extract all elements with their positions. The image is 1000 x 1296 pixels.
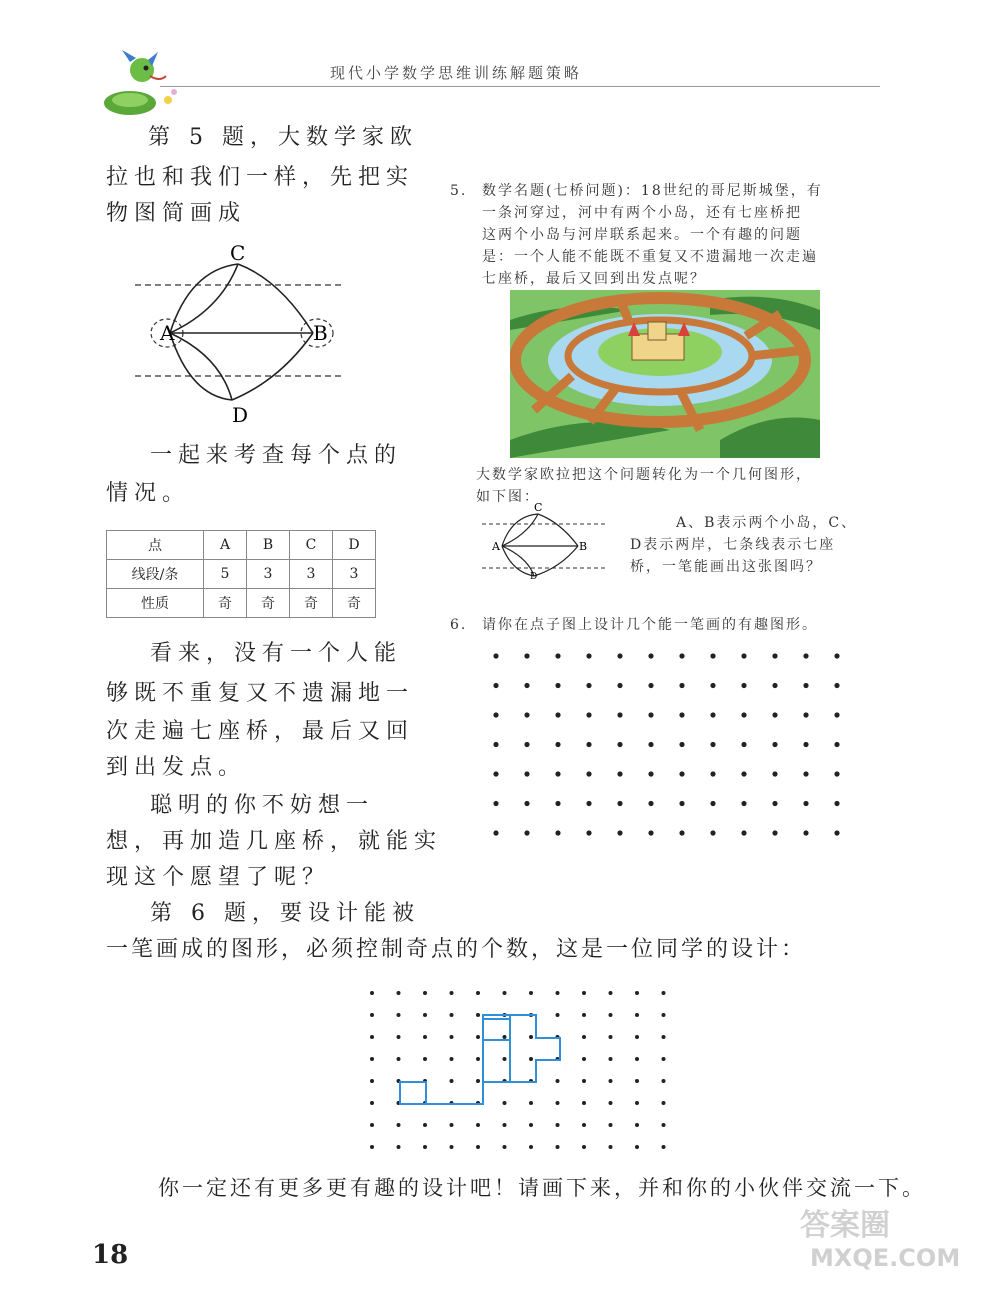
para-q5-line3: 物图简画成 [106,201,247,226]
grid-dot [397,1123,401,1127]
grid-dot [662,1057,666,1061]
grid-dot [493,653,498,658]
grid-dot [524,830,529,835]
q5-line: 数学名题(七桥问题)：18世纪的哥尼斯城堡，有 [482,183,823,199]
grid-dot [635,1013,639,1017]
grid-dot [423,1035,427,1039]
grid-dot [617,830,622,835]
grid-dot [582,1145,586,1149]
grid-dot [450,1145,454,1149]
grid-dot [662,1123,666,1127]
design-shape-path [400,1082,426,1104]
closing-line: 你一定还有更多更有趣的设计吧！请画下来，并和你的小伙伴交流一下。 [158,1176,926,1200]
grid-dot [648,771,653,776]
grid-dot [476,1013,480,1017]
grid-dot [555,801,560,806]
q6-text: 请你在点子图上设计几个能一笔画的有趣图形。 [482,617,818,633]
grid-dot [370,1145,374,1149]
grid-dot [741,801,746,806]
q5-line: 这两个小岛与河岸联系起来。一个有趣的问题 [482,227,802,243]
grid-dot [741,830,746,835]
grid-dot [662,991,666,995]
grid-dot [370,1057,374,1061]
grid-dot [370,1013,374,1017]
grid-dot [493,801,498,806]
design-shape-path [426,1082,483,1104]
convert-line: 如下图： [476,489,540,505]
grid-dot [493,830,498,835]
grid-dot [529,991,533,995]
grid-dot [503,1101,507,1105]
grid-dot [803,683,808,688]
grid-dot [772,712,777,717]
grid-dot [582,1035,586,1039]
grid-dot [586,742,591,747]
grid-dot [648,683,653,688]
para-conclusion-line1: 看来，没有一个人能 [150,641,403,666]
table-cell: 点 [107,531,204,560]
grid-dot [741,712,746,717]
grid-dot [582,1057,586,1061]
grid-dot [834,683,839,688]
grid-dot [803,653,808,658]
grid-dot [679,742,684,747]
grid-dot [772,830,777,835]
para-idea-line3: 现这个愿望了呢？ [106,865,331,890]
grid-dot [524,771,529,776]
grid-dot [772,683,777,688]
para-conclusion-line4: 到出发点。 [106,755,247,780]
grid-dot [617,683,622,688]
grid-dot [803,830,808,835]
q5-number: 5. [450,183,468,199]
vertex-degree-table [106,530,376,618]
grid-dot [586,830,591,835]
table-cell: 线段/条 [107,560,204,589]
grid-dot [397,1013,401,1017]
grid-dot [586,801,591,806]
grid-dot [609,1079,613,1083]
para-idea-line1: 聪明的你不妨想一 [150,793,375,818]
grid-dot [648,801,653,806]
grid-dot [679,771,684,776]
node-label-d: D [530,572,538,580]
small-euler-graph-diagram [480,500,610,580]
table-cell: 3 [333,560,376,589]
site-watermark-logo [780,1200,970,1296]
grid-dot [493,683,498,688]
grid-dot [503,991,507,995]
grid-dot [617,653,622,658]
grid-dot [609,991,613,995]
note-line: 桥，一笔能画出这张图吗？ [630,559,822,575]
table-row [107,560,376,589]
grid-dot [397,1035,401,1039]
grid-dot [493,742,498,747]
note-line: A、B表示两个小岛，C、 [676,515,858,531]
grid-dot [834,830,839,835]
grid-dot [582,1013,586,1017]
grid-dot [493,712,498,717]
grid-dot [772,742,777,747]
grid-dot [529,1035,533,1039]
grid-dot [679,801,684,806]
grid-dot [662,1079,666,1083]
grid-dot [635,1123,639,1127]
grid-dot [741,742,746,747]
grid-dot [503,1123,507,1127]
table-cell: 奇 [204,589,247,618]
grid-dot [423,1123,427,1127]
grid-dot [370,1101,374,1105]
grid-dot [617,742,622,747]
grid-dot [662,1035,666,1039]
table-cell: 奇 [290,589,333,618]
grid-dot [503,1145,507,1149]
grid-dot [803,801,808,806]
grid-dot [555,712,560,717]
node-label-c: C [230,241,246,265]
grid-dot [555,830,560,835]
grid-dot [662,1013,666,1017]
para-conclusion-line2: 够既不重复又不遗漏地一 [106,681,415,706]
grid-dot [503,1035,507,1039]
q5-line: 七座桥，最后又回到出发点呢？ [482,271,706,287]
grid-dot [582,1079,586,1083]
watermark-line1: 答案圈 [800,1208,890,1243]
table-cell: 奇 [247,589,290,618]
grid-dot [741,653,746,658]
grid-dot [609,1013,613,1017]
grid-dot [586,712,591,717]
grid-dot [710,712,715,717]
grid-dot [648,830,653,835]
grid-dot [529,1057,533,1061]
grid-dot [710,653,715,658]
para-idea-line2: 想，再加造几座桥，就能实 [106,829,443,854]
grid-dot [450,991,454,995]
grid-dot [648,712,653,717]
convert-line: 大数学家欧拉把这个问题转化为一个几何图形， [476,467,812,483]
grid-dot [662,1145,666,1149]
grid-dot [556,1101,560,1105]
grid-dot [450,1079,454,1083]
grid-dot [679,653,684,658]
grid-dot [710,830,715,835]
grid-dot [476,1145,480,1149]
para-conclusion-line3: 次走遍七座桥，最后又回 [106,719,415,744]
grid-dot [834,801,839,806]
para-q6-line2: 一笔画成的图形，必须控制奇点的个数，这是一位同学的设计： [106,937,807,962]
grid-dot [555,683,560,688]
grid-dot [617,771,622,776]
note-line: D表示两岸，七条线表示七座 [630,537,836,553]
blank-dot-grid [490,650,840,836]
para-q5-line2: 拉也和我们一样，先把实 [106,165,415,190]
student-design-dot-grid [364,986,674,1156]
grid-dot [476,991,480,995]
table-cell: 3 [247,560,290,589]
table-row [107,589,376,618]
grid-dot [635,1057,639,1061]
grid-dot [397,991,401,995]
grid-dot [555,771,560,776]
grid-dot [524,653,529,658]
grid-dot [529,1145,533,1149]
grid-dot [679,830,684,835]
grid-dot [555,653,560,658]
page-number: 18 [92,1240,129,1270]
grid-dot [710,771,715,776]
dragon-mascot-icon [100,48,180,120]
grid-dot [529,1123,533,1127]
table-cell: 奇 [333,589,376,618]
konigsberg-castle-illustration [510,290,820,458]
grid-dot [609,1123,613,1127]
q5-line: 一条河穿过，河中有两个小岛，还有七座桥把 [482,205,802,221]
grid-dot [476,1057,480,1061]
euler-graph-diagram [120,240,360,430]
grid-dot [423,1145,427,1149]
watermark-line2: MXQE.COM [810,1244,961,1272]
node-label-b: B [579,540,588,553]
grid-dot [635,1145,639,1149]
grid-dot [635,1101,639,1105]
node-label-d: D [232,403,249,427]
grid-dot [772,801,777,806]
table-cell: 5 [204,560,247,589]
header-title: 现代小学数学思维训练解题策略 [330,64,583,82]
table-header-row [107,531,376,560]
para-q5-line1: 第 5 题，大数学家欧 [148,125,418,150]
grid-dot [476,1035,480,1039]
table-cell: D [333,531,376,560]
grid-dot [476,1123,480,1127]
grid-dot [648,653,653,658]
grid-dot [609,1101,613,1105]
para-check-line2: 情况。 [106,481,191,506]
grid-dot [648,742,653,747]
node-label-a: A [492,540,500,553]
grid-dot [582,1123,586,1127]
grid-dot [450,1035,454,1039]
table-cell: A [204,531,247,560]
grid-dot [524,712,529,717]
grid-dot [586,653,591,658]
grid-dot [803,742,808,747]
grid-dot [679,712,684,717]
grid-dot [423,1057,427,1061]
grid-dot [370,1035,374,1039]
q6-number: 6. [450,617,468,633]
grid-dot [609,1057,613,1061]
grid-dot [556,991,560,995]
grid-dot [503,1057,507,1061]
grid-dot [556,1013,560,1017]
grid-dot [803,712,808,717]
grid-dot [609,1035,613,1039]
table-cell: 性质 [107,589,204,618]
grid-dot [710,801,715,806]
grid-dot [772,771,777,776]
grid-dot [476,1079,480,1083]
grid-dot [635,991,639,995]
design-shape-path [483,1015,510,1082]
grid-dot [834,742,839,747]
q5-line: 是：一个人能不能既不重复又不遗漏地一次走遍 [482,249,818,265]
grid-dot [617,801,622,806]
grid-dot [741,771,746,776]
grid-dot [710,683,715,688]
node-label-a: A [160,321,175,345]
table-cell: B [247,531,290,560]
para-check-line1: 一起来考查每个点的 [150,443,403,468]
grid-dot [662,1101,666,1105]
para-q6-line1: 第 6 题，要设计能被 [150,901,420,926]
grid-dot [582,991,586,995]
grid-dot [423,1013,427,1017]
grid-dot [524,742,529,747]
grid-dot [635,1035,639,1039]
grid-dot [679,683,684,688]
design-shape-path [483,1015,560,1082]
grid-dot [635,1079,639,1083]
grid-dot [370,991,374,995]
grid-dot [370,1079,374,1083]
grid-dot [586,683,591,688]
node-label-b: B [313,321,328,345]
grid-dot [586,771,591,776]
grid-dot [370,1123,374,1127]
grid-dot [834,712,839,717]
grid-dot [609,1145,613,1149]
grid-dot [524,683,529,688]
grid-dot [450,1123,454,1127]
header-rule [160,86,880,87]
grid-dot [617,712,622,717]
grid-dot [710,742,715,747]
grid-dot [397,1057,401,1061]
grid-dot [556,1145,560,1149]
node-label-c: C [534,501,543,514]
grid-dot [834,653,839,658]
grid-dot [529,1101,533,1105]
grid-dot [450,1057,454,1061]
grid-dot [741,683,746,688]
grid-dot [524,801,529,806]
grid-dot [556,1123,560,1127]
grid-dot [450,1013,454,1017]
grid-dot [423,991,427,995]
grid-dot [582,1101,586,1105]
grid-dot [493,771,498,776]
grid-dot [834,771,839,776]
table-cell: 3 [290,560,333,589]
grid-dot [556,1079,560,1083]
grid-dot [397,1145,401,1149]
table-cell: C [290,531,333,560]
grid-dot [803,771,808,776]
grid-dot [555,742,560,747]
grid-dot [772,653,777,658]
